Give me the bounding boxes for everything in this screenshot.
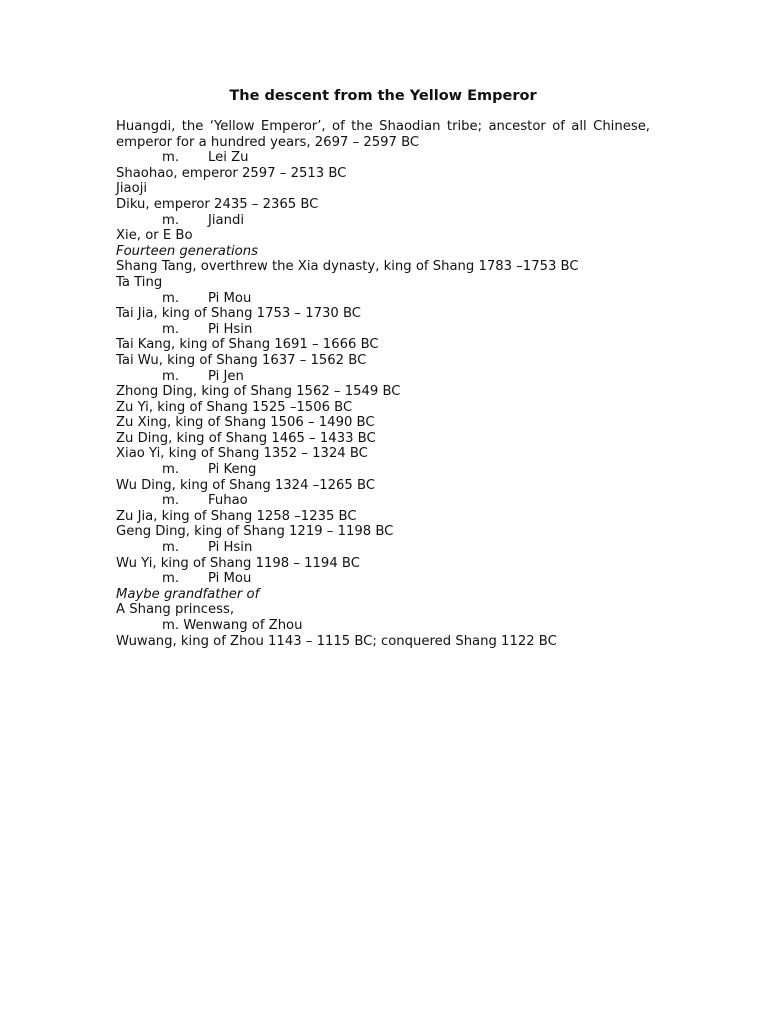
lineage-entry: Zu Xing, king of Shang 1506 – 1490 BC	[116, 415, 375, 431]
marriage-prefix: m.	[162, 321, 180, 337]
marriage-prefix: m.	[162, 150, 180, 166]
spouse-name: Pi Hsin	[208, 321, 253, 337]
document-title: The descent from the Yellow Emperor	[229, 88, 537, 104]
lineage-entry: Wuwang, king of Zhou 1143 – 1115 BC; conquered Shang 1122 BC	[116, 633, 557, 649]
marriage-prefix: m.	[162, 290, 180, 306]
lineage-entry: Shang Tang, overthrew the Xia dynasty, king of Shang 1783 –1753 BC	[116, 259, 579, 275]
marriage-prefix: m.	[162, 493, 180, 509]
spouse-line	[116, 150, 650, 166]
marriage-prefix: m.	[162, 462, 180, 478]
spouse-line: m. Wenwang of Zhou	[162, 618, 303, 633]
lineage-entry: Wu Yi, king of Shang 1198 – 1194 BC	[116, 555, 360, 571]
lineage-entry: Xie, or E Bo	[116, 228, 193, 244]
marriage-prefix: m.	[162, 212, 180, 228]
spouse-line	[116, 462, 650, 478]
lineage-entry: Ta Ting	[116, 274, 163, 290]
lineage-entry: Zu Yi, king of Shang 1525 –1506 BC	[116, 399, 353, 415]
lineage-entry: Diku, emperor 2435 – 2365 BC	[116, 196, 319, 212]
lineage-entry: Zu Jia, king of Shang 1258 –1235 BC	[116, 508, 357, 524]
intro-paragraph: Huangdi, the ‘Yellow Emperor’, of the Shaodian tribe; ancestor of all Chinese, emperor for a hundred years, 2697 – 2597 BC	[116, 119, 650, 150]
spouse-name: Lei Zu	[208, 150, 249, 166]
marriage-prefix: m.	[162, 368, 180, 384]
spouse-name: Pi Mou	[208, 290, 252, 306]
spouse-line	[116, 571, 650, 587]
spouse-line	[116, 493, 650, 509]
generation-note: Fourteen generations	[116, 243, 258, 259]
lineage-entry: Xiao Yi, king of Shang 1352 – 1324 BC	[116, 446, 368, 462]
spouse-line	[116, 369, 650, 385]
spouse-line	[116, 322, 650, 338]
lineage-entry: Tai Kang, king of Shang 1691 – 1666 BC	[116, 337, 379, 353]
spouse-line	[116, 213, 650, 229]
lineage-entry: Zu Ding, king of Shang 1465 – 1433 BC	[116, 430, 376, 446]
spouse-name: Pi Jen	[208, 368, 244, 384]
lineage-entry: Jiaoji	[116, 181, 148, 197]
lineage-entry: Tai Wu, king of Shang 1637 – 1562 BC	[116, 352, 367, 368]
spouse-name: Pi Keng	[208, 462, 257, 478]
spouse-name: Fuhao	[208, 493, 248, 509]
spouse-line	[116, 540, 650, 556]
generation-note: Maybe grandfather of	[116, 586, 260, 602]
marriage-prefix: m.	[162, 571, 180, 587]
lineage-entry: Geng Ding, king of Shang 1219 – 1198 BC	[116, 524, 394, 540]
spouse-line	[116, 291, 650, 307]
spouse-name: Pi Hsin	[208, 540, 253, 556]
lineage-entry: Tai Jia, king of Shang 1753 – 1730 BC	[116, 306, 361, 322]
marriage-prefix: m.	[162, 540, 180, 556]
genealogy-text	[116, 119, 650, 649]
lineage-entry: Zhong Ding, king of Shang 1562 – 1549 BC	[116, 384, 401, 400]
lineage-entry: Shaohao, emperor 2597 – 2513 BC	[116, 165, 347, 181]
spouse-name: Jiandi	[208, 212, 245, 228]
lineage-entry: A Shang princess,	[116, 602, 235, 618]
spouse-name: Pi Mou	[208, 571, 252, 587]
lineage-entry: Wu Ding, king of Shang 1324 –1265 BC	[116, 477, 376, 493]
